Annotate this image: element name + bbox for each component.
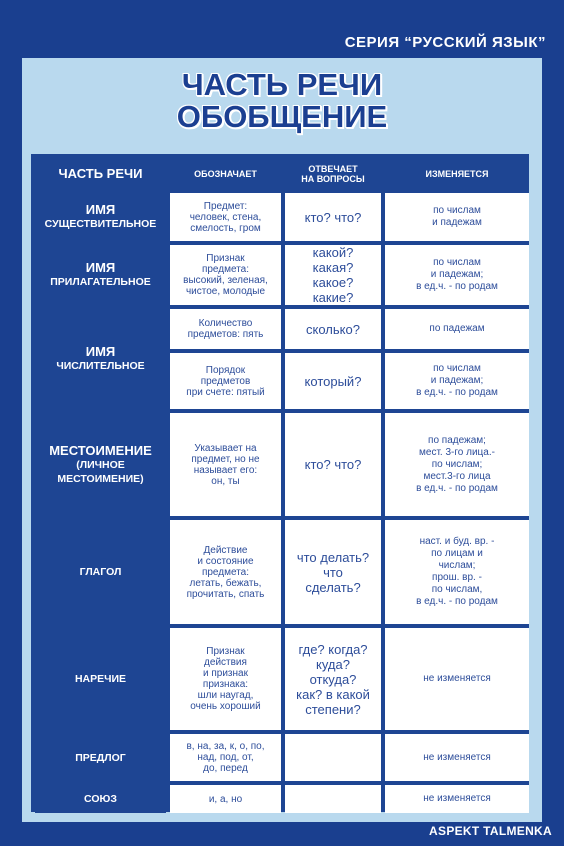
noun-changes: по числам и падежам: [385, 193, 529, 241]
adj-answers: какой? какая? какое? какие?: [285, 245, 381, 305]
conj-answers: [285, 785, 381, 813]
num-changes-a: по падежам: [385, 309, 529, 349]
header-answers: ОТВЕЧАЕТ НА ВОПРОСЫ: [285, 158, 381, 189]
table-row: [35, 734, 529, 781]
table-row: [35, 245, 529, 305]
verb-changes: наст. и буд. вр. - по лицам и числам; прош. вр. - по числам, в ед.ч. - по родам: [385, 520, 529, 624]
num-answers-b: который?: [285, 353, 381, 409]
verb-answers: что делать? что сделать?: [285, 520, 381, 624]
row-name-verb-label: ГЛАГОЛ: [79, 566, 122, 578]
table-row: [35, 413, 529, 516]
page-title-line1: ЧАСТЬ РЕЧИ: [181, 67, 383, 102]
header-changes: ИЗМЕНЯЕТСЯ: [385, 158, 529, 189]
adj-means: Признак предмета: высокий, зеленая, чистое, молодые: [170, 245, 281, 305]
row-name-pron: [35, 413, 166, 516]
series-label: СЕРИЯ “РУССКИЙ ЯЗЫК”: [344, 34, 546, 51]
num-answers-a: сколько?: [285, 309, 381, 349]
parts-of-speech-table: [31, 154, 529, 812]
row-name-prep: [35, 734, 166, 781]
row-name-num-2: ЧИСЛИТЕЛЬНОЕ: [56, 360, 145, 372]
row-name-conj: [35, 785, 166, 813]
row-name-verb: [35, 520, 166, 624]
table-row: [35, 785, 529, 813]
row-name-adv-label: НАРЕЧИЕ: [74, 673, 127, 685]
adj-changes: по числам и падежам; в ед.ч. - по родам: [385, 245, 529, 305]
num-changes-b: по числам и падежам; в ед.ч. - по родам: [385, 353, 529, 409]
page-title-line2: ОБОБЩЕНИЕ: [176, 99, 388, 134]
row-name-conj-label: СОЮЗ: [84, 793, 117, 805]
row-name-pron-2: (ЛИЧНОЕ МЕСТОИМЕНИЕ): [57, 458, 144, 485]
prep-answers: [285, 734, 381, 781]
table-row: [35, 193, 529, 241]
conj-means: и, а, но: [170, 785, 281, 813]
prep-means: в, на, за, к, о, по, над, под, от, до, перед: [170, 734, 281, 781]
table-row: [35, 628, 529, 730]
noun-answers: кто? что?: [285, 193, 381, 241]
row-name-num-1: ИМЯ: [85, 344, 116, 359]
verb-means: Действие и состояние предмета: летать, бежать, прочитать, спать: [170, 520, 281, 624]
adv-answers: где? когда? куда? откуда? как? в какой степени?: [285, 628, 381, 730]
header-part: ЧАСТЬ РЕЧИ: [35, 158, 166, 189]
pron-means: Указывает на предмет, но не называет его: он, ты: [170, 413, 281, 516]
row-name-noun-2: СУЩЕСТВИТЕЛЬНОЕ: [44, 218, 157, 230]
row-name-adj-2: ПРИЛАГАТЕЛЬНОЕ: [50, 276, 151, 288]
row-name-pron-1: МЕСТОИМЕНИЕ: [49, 442, 152, 458]
row-name-adj: [35, 245, 166, 305]
row-name-adv: [35, 628, 166, 730]
publisher-label: ASPEKT TALMENKA: [429, 824, 552, 838]
prep-changes: не изменяется: [385, 734, 529, 781]
noun-means: Предмет: человек, стена, смелость, гром: [170, 193, 281, 241]
pron-changes: по падежам; мест. 3-го лица.- по числам; мест.3-го лица в ед.ч. - по родам: [385, 413, 529, 516]
table-row: [35, 520, 529, 624]
header-means: ОБОЗНАЧАЕТ: [170, 158, 281, 189]
row-name-noun: [35, 193, 166, 241]
num-means-a: Количество предметов: пять: [170, 309, 281, 349]
adv-changes: не изменяется: [385, 628, 529, 730]
num-means-b: Порядок предметов при счете: пятый: [170, 353, 281, 409]
row-name-num: [35, 309, 166, 409]
table-header-row: [35, 158, 529, 189]
pron-answers: кто? что?: [285, 413, 381, 516]
conj-changes: не изменяется: [385, 785, 529, 813]
row-name-adj-1: ИМЯ: [85, 260, 116, 275]
row-name-noun-1: ИМЯ: [85, 202, 116, 217]
table-row: [35, 309, 529, 349]
row-name-prep-label: ПРЕДЛОГ: [75, 751, 126, 764]
adv-means: Признак действия и признак признака: шли наугад, очень хороший: [170, 628, 281, 730]
